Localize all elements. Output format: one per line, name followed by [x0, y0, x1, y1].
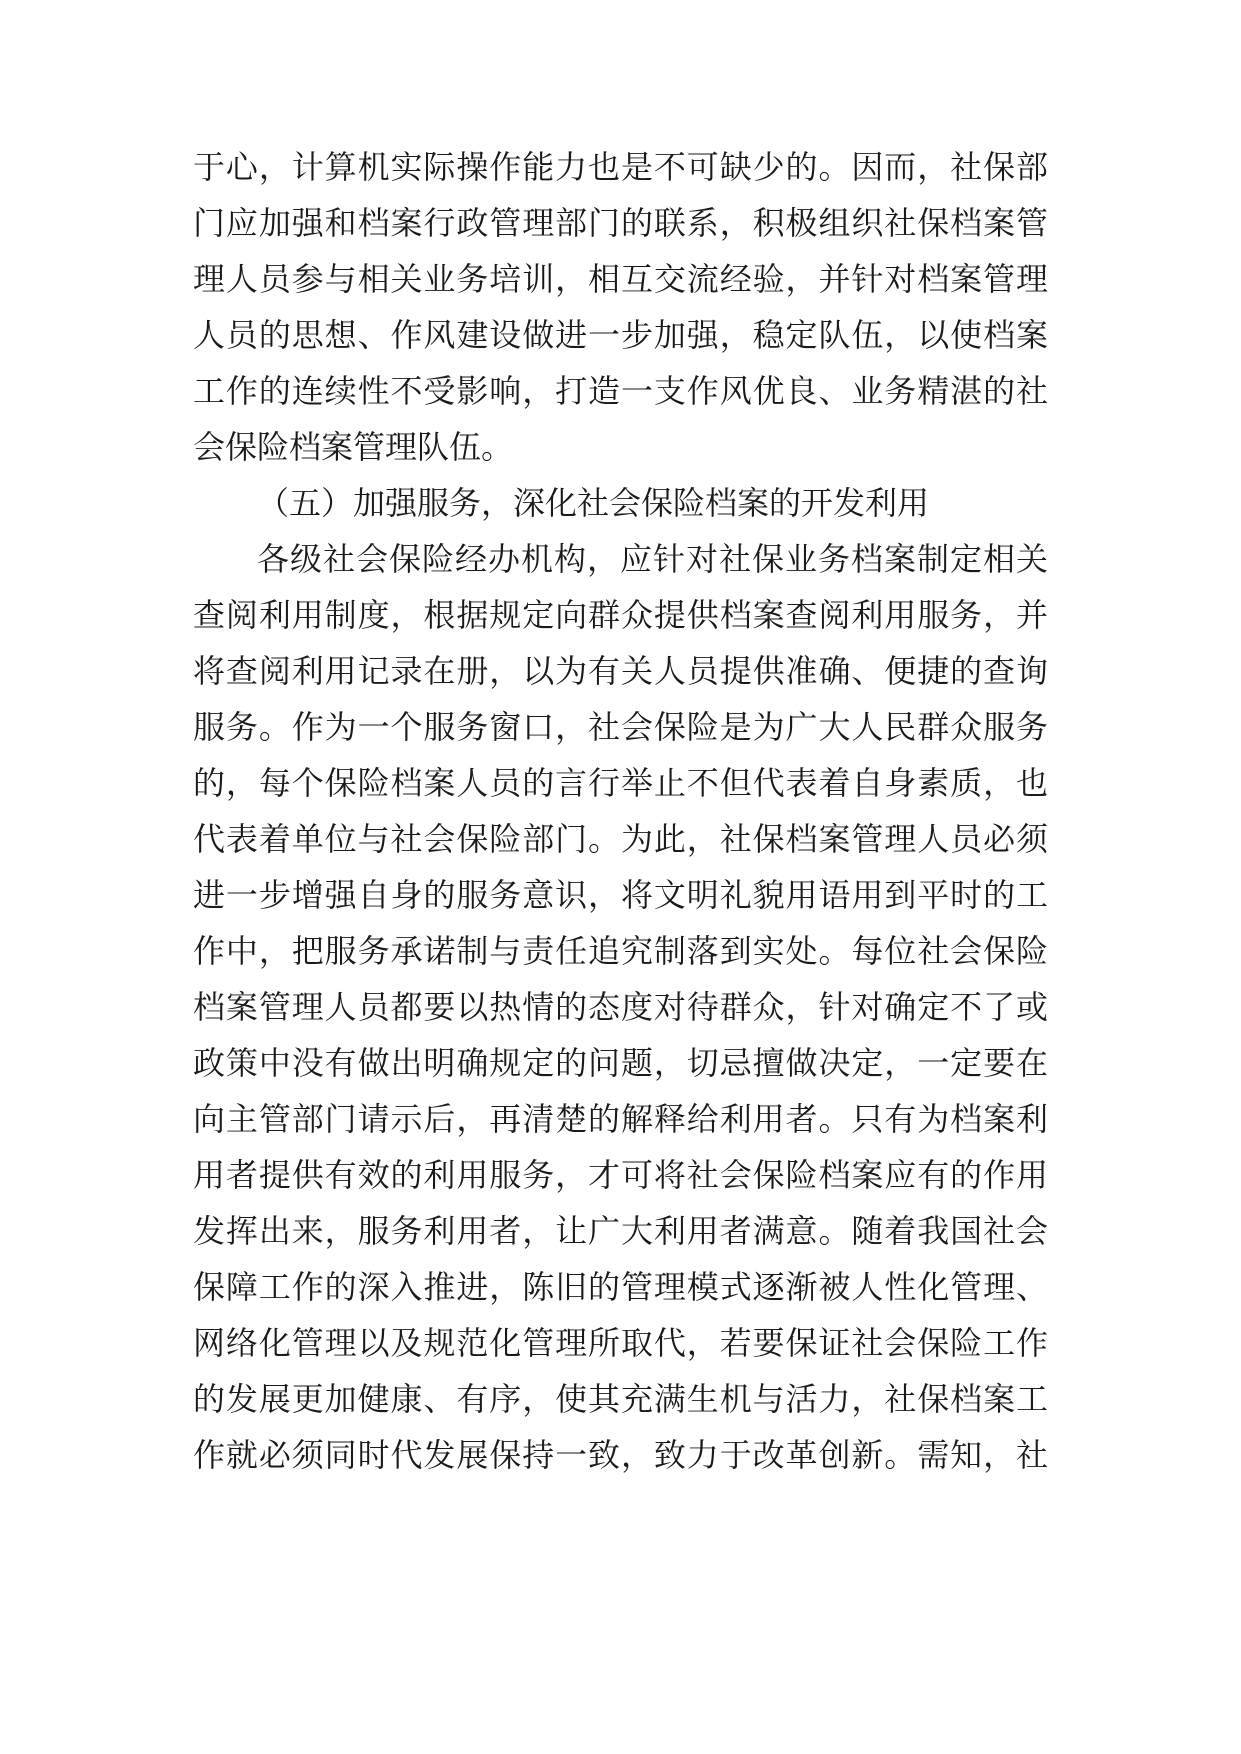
- text-line: 发挥出来，服务利用者，让广大利用者满意。随着我国社会: [193, 1212, 1048, 1250]
- text-line: 将查阅利用记录在册，以为有关人员提供准确、便捷的查询: [193, 652, 1048, 690]
- text-line: 代表着单位与社会保险部门。为此，社保档案管理人员必须: [193, 820, 1048, 858]
- text-line: 门应加强和档案行政管理部门的联系，积极组织社保档案管: [193, 204, 1048, 242]
- text-line: 的发展更加健康、有序，使其充满生机与活力，社保档案工: [193, 1380, 1048, 1418]
- text-line: 保障工作的深入推进，陈旧的管理模式逐渐被人性化管理、: [193, 1268, 1048, 1306]
- text-line: 会保险档案管理队伍。: [193, 428, 514, 466]
- text-line: 作就必须同时代发展保持一致，致力于改革创新。需知，社: [193, 1436, 1048, 1474]
- text-line: 的，每个保险档案人员的言行举止不但代表着自身素质，也: [193, 764, 1048, 802]
- text-line: 工作的连续性不受影响，打造一支作风优良、业务精湛的社: [193, 372, 1048, 410]
- text-line: 服务。作为一个服务窗口，社会保险是为广大人民群众服务: [193, 708, 1048, 746]
- text-line: 向主管部门请示后，再清楚的解释给利用者。只有为档案利: [193, 1100, 1048, 1138]
- text-line: 各级社会保险经办机构，应针对社保业务档案制定相关: [257, 540, 1048, 578]
- text-line: 作中，把服务承诺制与责任追究制落到实处。每位社会保险: [193, 932, 1048, 970]
- text-line: 档案管理人员都要以热情的态度对待群众，针对确定不了或: [193, 988, 1048, 1026]
- text-line: 网络化管理以及规范化管理所取代，若要保证社会保险工作: [193, 1324, 1048, 1362]
- text-line: 政策中没有做出明确规定的问题，切忌擅做决定，一定要在: [193, 1044, 1048, 1082]
- text-line: 查阅利用制度，根据规定向群众提供档案查阅利用服务，并: [193, 596, 1048, 634]
- section-heading: （五）加强服务，深化社会保险档案的开发利用: [257, 484, 930, 522]
- text-line: 人员的思想、作风建设做进一步加强，稳定队伍，以使档案: [193, 316, 1048, 354]
- text-line: 理人员参与相关业务培训，相互交流经验，并针对档案管理: [193, 260, 1048, 298]
- text-line: 进一步增强自身的服务意识，将文明礼貌用语用到平时的工: [193, 876, 1048, 914]
- text-line: 于心，计算机实际操作能力也是不可缺少的。因而，社保部: [193, 148, 1048, 186]
- text-line: 用者提供有效的利用服务，才可将社会保险档案应有的作用: [193, 1156, 1048, 1194]
